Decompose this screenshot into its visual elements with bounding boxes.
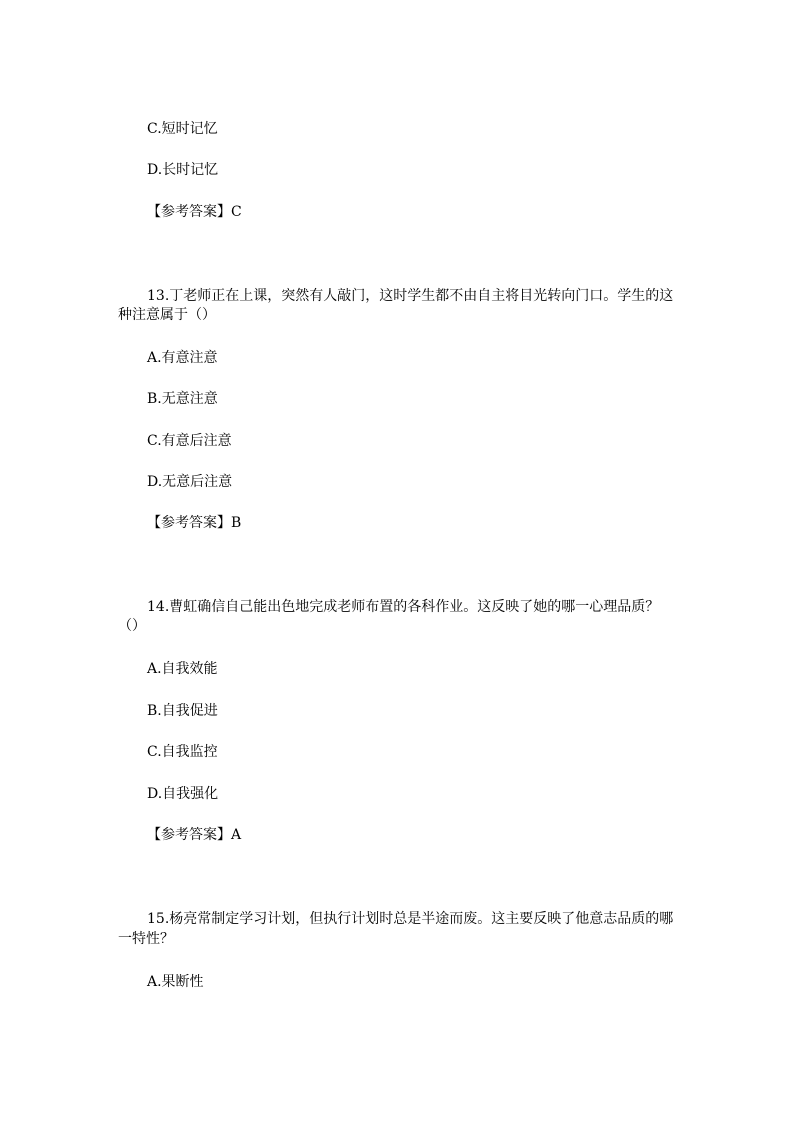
q12-option-d: D.长时记忆 xyxy=(147,162,219,178)
q15-question-line1: 15.杨亮常制定学习计划，但执行计划时总是半途而废。这主要反映了他意志品质的哪 xyxy=(147,911,674,927)
q12-answer: 【参考答案】C xyxy=(147,204,242,220)
q13-answer: 【参考答案】B xyxy=(147,515,242,531)
q14-question-line2: （） xyxy=(118,618,146,634)
q14-question-line1: 14.曹虹确信自己能出色地完成老师布置的各科作业。这反映了她的哪一心理品质？ xyxy=(147,599,660,615)
q13-option-c: C.有意后注意 xyxy=(147,433,232,449)
q13-question-line1: 13.丁老师正在上课，突然有人敲门，这时学生都不由自主将目光转向门口。学生的这 xyxy=(147,288,674,304)
q12-option-c: C.短时记忆 xyxy=(147,121,218,137)
q13-option-a: A.有意注意 xyxy=(147,350,218,366)
q13-question-line2: 种注意属于（） xyxy=(118,307,216,323)
q14-option-d: D.自我强化 xyxy=(147,786,219,802)
q13-option-b: B.无意注意 xyxy=(147,391,218,407)
q15-option-a: A.果断性 xyxy=(147,974,204,990)
q13-option-d: D.无意后注意 xyxy=(147,474,233,490)
q14-option-a: A.自我效能 xyxy=(147,661,218,677)
q15-question-line2: 一特性？ xyxy=(118,931,174,947)
q14-option-b: B.自我促进 xyxy=(147,703,218,719)
q14-answer: 【参考答案】A xyxy=(147,827,242,843)
q14-option-c: C.自我监控 xyxy=(147,744,218,760)
